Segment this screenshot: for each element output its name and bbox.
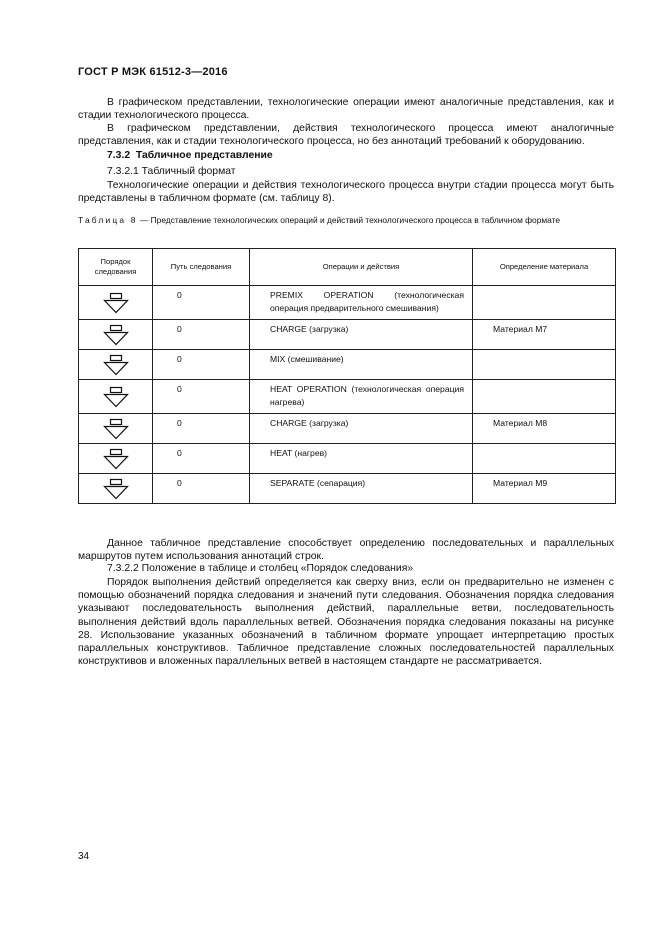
intro-paragraph-2: В графическом представлении, действия технологического процесса имеют аналогичные представления, как и стадии технологического процесса, но без аннотаций требований к оборудованию.: [78, 123, 614, 148]
path-cell: 0: [153, 380, 250, 414]
column-header-operations: Операции и действия: [250, 249, 473, 286]
table-row: [79, 474, 616, 504]
operation-cell: SEPARATE (сепарация): [250, 474, 473, 504]
table-caption-label: Таблица 8: [78, 215, 138, 225]
operation-cell: HEAT (нагрев): [250, 444, 473, 474]
table-caption-text: — Представление технологических операций и действий технологического процесса в табличном формате: [137, 215, 560, 225]
operation-cell: MIX (смешивание): [250, 350, 473, 380]
column-header-material: Определение материала: [473, 249, 616, 286]
sequence-order-cell: [79, 444, 153, 474]
operation-cell: PREMIX OPERATION (технологическая операция предварительного смешивания): [250, 286, 473, 320]
sequence-order-cell: [79, 286, 153, 320]
sequence-arrow-icon: [103, 292, 129, 314]
column-header-path: Путь следования: [153, 249, 250, 286]
sequence-order-cell: [79, 414, 153, 444]
page-number: 34: [78, 851, 90, 862]
column-header-order: Порядок следования: [79, 249, 153, 286]
sequence-arrow-icon: [103, 448, 129, 470]
subsection-1-text: Технологические операции и действия технологического процесса внутри стадии процесса могут быть представлены в табличном формате (см. таблицу 8).: [78, 180, 614, 205]
operations-table: [78, 248, 616, 504]
material-cell: [473, 350, 616, 380]
sequence-arrow-icon: [103, 478, 129, 500]
path-cell: 0: [153, 444, 250, 474]
sequence-order-cell: [79, 350, 153, 380]
sequence-arrow-icon: [103, 324, 129, 346]
intro-paragraph-1: В графическом представлении, технологические операции имеют аналогичные представления, как и стадии технологического процесса.: [78, 97, 614, 122]
table-row: [79, 350, 616, 380]
section-number: 7.3.2: [107, 150, 131, 161]
sequence-arrow-icon: [103, 386, 129, 408]
sequence-order-cell: [79, 320, 153, 350]
sequence-arrow-icon: [103, 418, 129, 440]
table-header-row: [79, 249, 616, 286]
subsection-2-title: 7.3.2.2 Положение в таблице и столбец «Порядок следования»: [107, 563, 414, 574]
section-title: Табличное представление: [135, 150, 273, 161]
sequence-order-cell: [79, 474, 153, 504]
path-cell: 0: [153, 414, 250, 444]
table-caption: [78, 215, 614, 226]
table-row: [79, 286, 616, 320]
path-cell: 0: [153, 320, 250, 350]
sequence-order-cell: [79, 380, 153, 414]
section-heading: [107, 150, 273, 161]
after-table-paragraph-2: Порядок выполнения действий определяется как сверху вниз, если он предварительно не изменен с помощью обозначений порядка следования и значений пути следования. Обозначения порядка следования указывают последовательность выполнения действий, параллельные ветви, последовательность выполнения действий вдоль параллельных ветвей. Обозначения порядка следования показаны на рисунке 28. Использование указанных обозначений в табличном формате упрощает интерпретацию простых параллельных конструктивов. Табличное представление сложных последовательностей параллельных конструктивов и вложенных параллельных ветвей в настоящем стандарте не рассматривается.: [78, 577, 614, 668]
table-row: [79, 444, 616, 474]
after-table-paragraph-1: Данное табличное представление способствует определению последовательных и параллельных маршрутов путем использования аннотаций строк.: [78, 538, 614, 563]
material-cell: Материал M9: [473, 474, 616, 504]
path-cell: 0: [153, 474, 250, 504]
material-cell: [473, 380, 616, 414]
material-cell: [473, 286, 616, 320]
subsection-1-title: 7.3.2.1 Табличный формат: [107, 166, 236, 177]
material-cell: Материал M8: [473, 414, 616, 444]
path-cell: 0: [153, 286, 250, 320]
document-id: ГОСТ Р МЭК 61512-3—2016: [78, 66, 228, 78]
material-cell: [473, 444, 616, 474]
operation-cell: CHARGE (загрузка): [250, 320, 473, 350]
material-cell: Материал M7: [473, 320, 616, 350]
sequence-arrow-icon: [103, 354, 129, 376]
path-cell: 0: [153, 350, 250, 380]
table-row: [79, 414, 616, 444]
table-row: [79, 380, 616, 414]
operation-cell: CHARGE (загрузка): [250, 414, 473, 444]
operation-cell: HEAT OPERATION (технологическая операция нагрева): [250, 380, 473, 414]
table-row: [79, 320, 616, 350]
